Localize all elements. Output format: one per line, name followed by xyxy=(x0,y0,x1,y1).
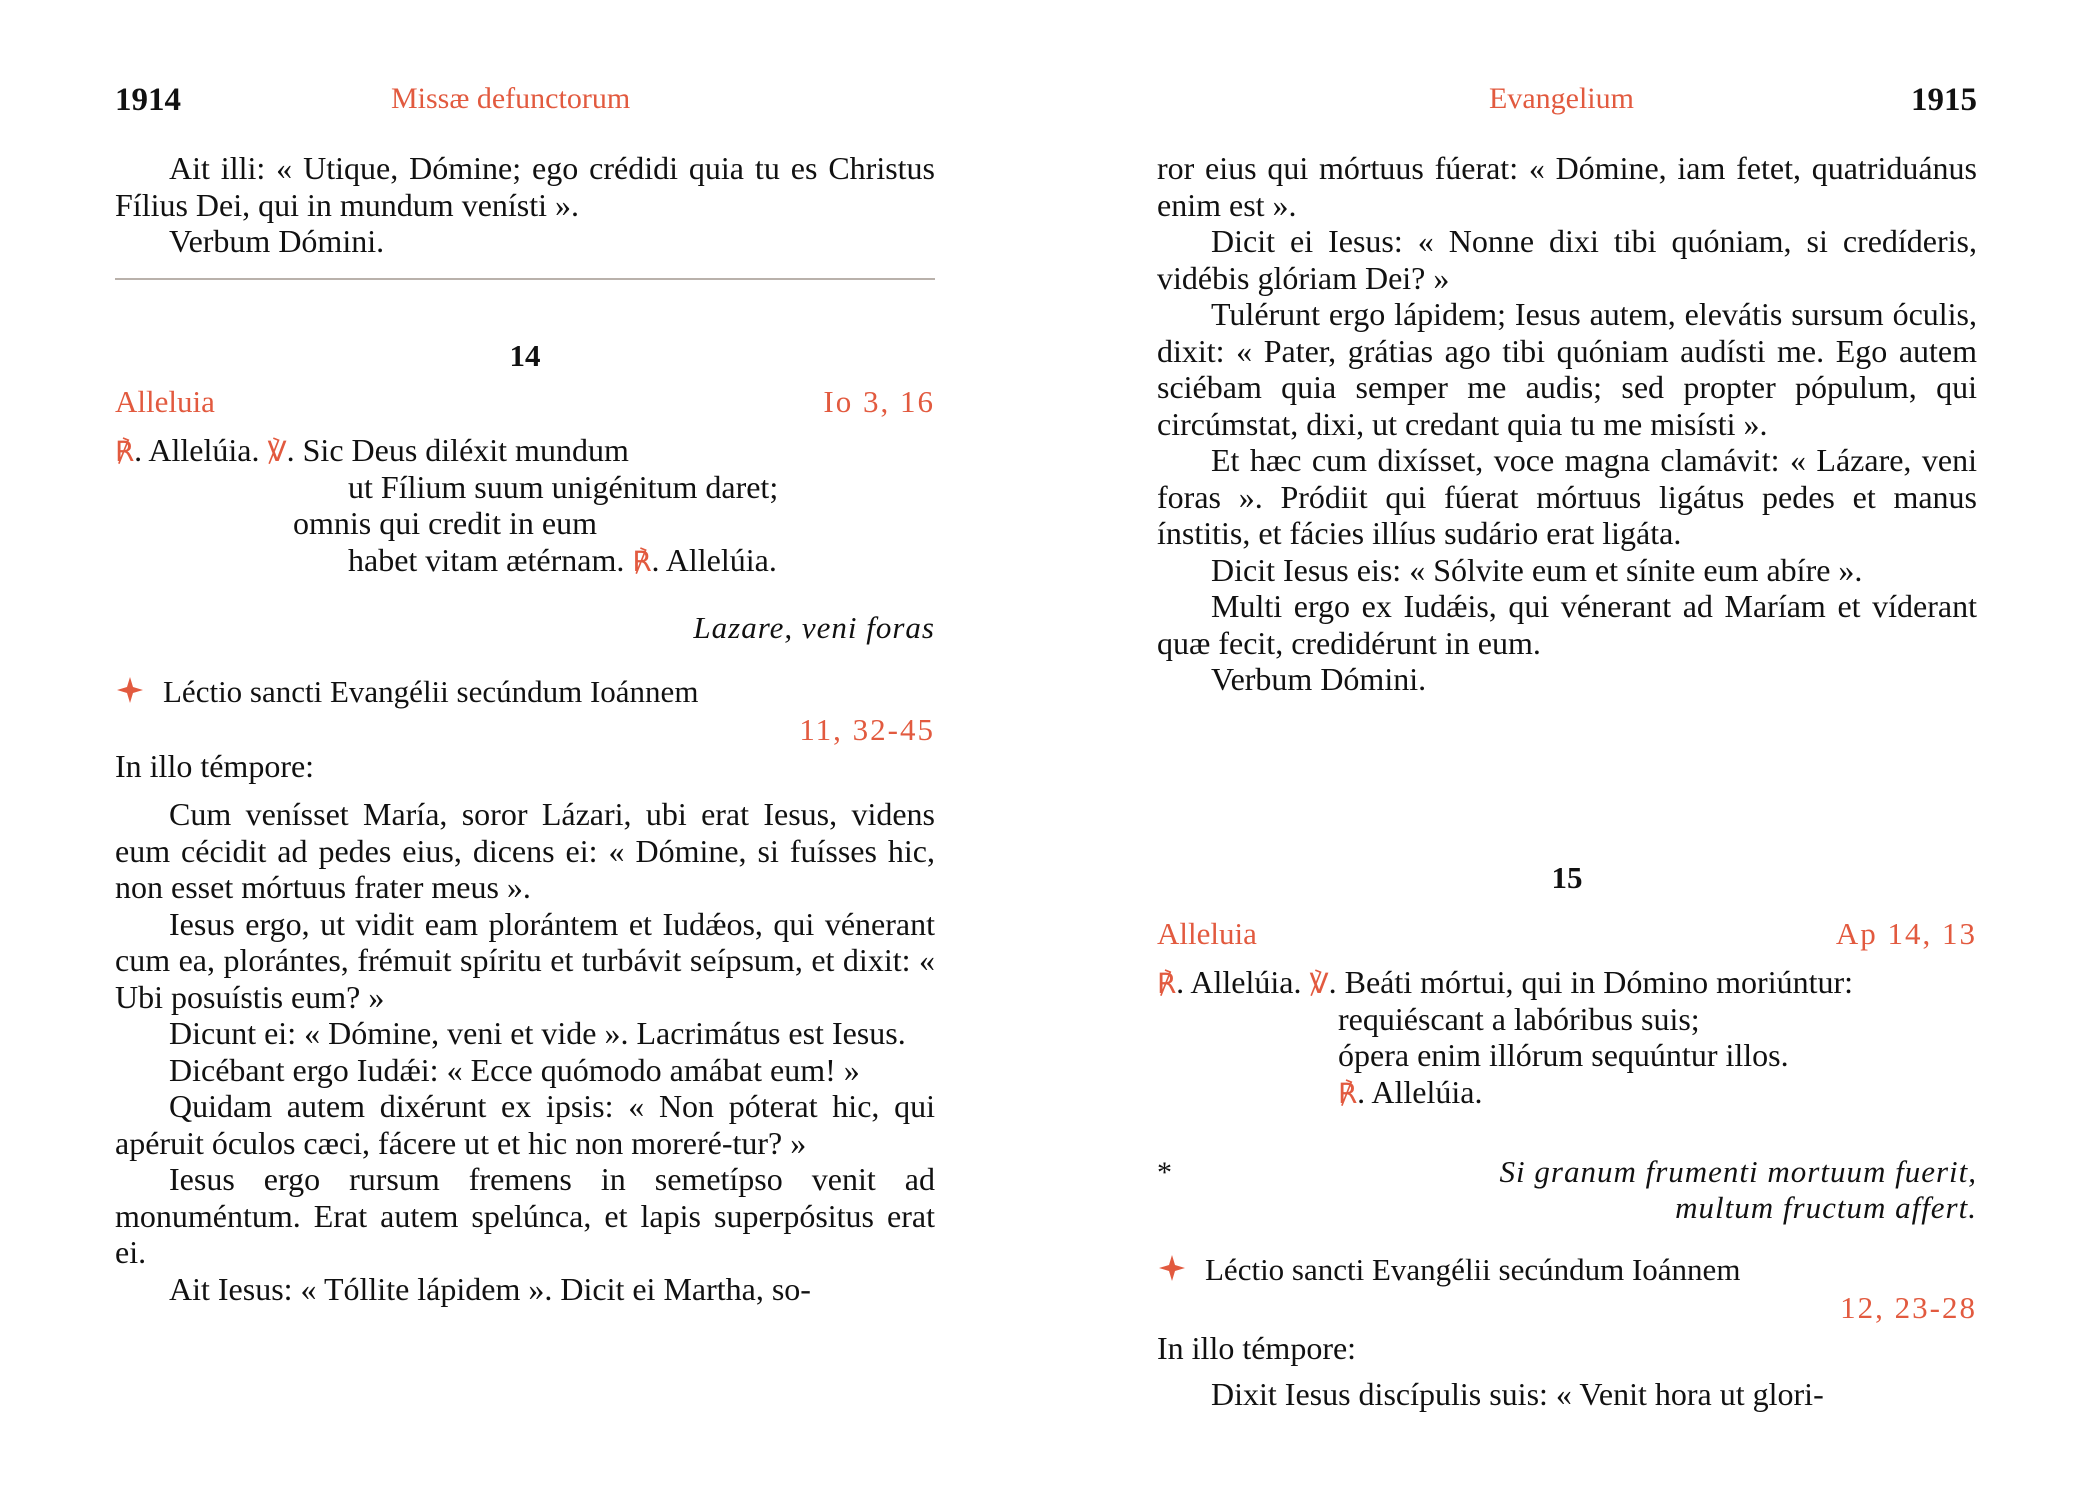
reading-theme: Lazare, veni foras xyxy=(693,610,935,645)
verse-response: . Allelúia. xyxy=(134,432,260,468)
verse-line: . Beáti mórtui, qui in Dómino moriúntur: xyxy=(1328,964,1854,1000)
verse-line: ut Fílium suum unigénitum daret; xyxy=(348,468,779,505)
verse-response: . Allelúia. xyxy=(1357,1073,1483,1110)
left-page xyxy=(115,0,935,1500)
paragraph: Tulérunt ergo lápidem; Iesus autem, elevátis sursum óculis, dixit: « Pater, grátias ago tibi quóniam audísti me. Ego autem sciébam quia semper me audis; sed propter pópulum, qui circúmstat, dixi, ut credant quia tu me misísti ». xyxy=(1157,296,1977,442)
versicle-symbol: ℣ xyxy=(1309,969,1329,1000)
carryover-text xyxy=(115,150,935,260)
alleluia-label: Alleluia xyxy=(1157,916,1257,951)
paragraph: Iesus ergo rursum fremens in semetípso venit ad monuméntum. Erat autem spelúnca, et lapis superpósitus erat ei. xyxy=(115,1161,935,1270)
versicle-symbol: ℣ xyxy=(267,437,287,468)
paragraph: ror eius qui mórtuus fúerat: « Dómine, iam fetet, quatriduánus enim est ». xyxy=(1157,150,1977,223)
alleluia-heading xyxy=(1157,916,1977,956)
incipit: In illo témpore: xyxy=(1157,1330,1357,1366)
scripture-reference: Io 3, 16 xyxy=(823,384,935,419)
running-title: Evangelium xyxy=(1489,82,1634,115)
scripture-reference: 11, 32-45 xyxy=(799,712,935,747)
verse-response: . Allelúia. xyxy=(1176,964,1302,1000)
paragraph: Dicit Iesus eis: « Sólvite eum et sínite eum abíre ». xyxy=(1211,551,1863,588)
page-number: 1914 xyxy=(115,82,181,118)
right-page xyxy=(1157,0,1977,1500)
verse-line: omnis qui credit in eum xyxy=(293,505,597,541)
responsory-symbol: ℟ xyxy=(115,437,135,468)
alleluia-verse xyxy=(115,432,935,582)
incipit: In illo témpore: xyxy=(115,748,315,784)
scripture-reference: 12, 23-28 xyxy=(1840,1290,1977,1325)
gospel-text xyxy=(115,796,935,1307)
paragraph: Dicébant ergo Iudǽi: « Ecce quómodo amábat eum! » xyxy=(169,1051,860,1088)
paragraph: Dixit Iesus discípulis suis: « Venit hora ut glori- xyxy=(1211,1376,1824,1412)
running-head-left xyxy=(115,82,935,122)
alleluia-label: Alleluia xyxy=(115,384,215,419)
lectio-text: Léctio sancti Evangélii secúndum Ioánnem xyxy=(163,674,699,709)
asterisk-mark: * xyxy=(1157,1156,1172,1189)
paragraph: Ait Iesus: « Tóllite lápidem ». Dicit ei Martha, so- xyxy=(169,1270,811,1307)
maltese-cross-icon xyxy=(1157,1253,1187,1283)
gospel-continuation xyxy=(1157,150,1977,698)
verse-response: . Allelúia. xyxy=(651,541,777,578)
lectio-title xyxy=(1157,1252,1740,1288)
reading-theme-line: Si granum frumenti mortuum fuerit, xyxy=(1499,1154,1977,1189)
paragraph: Quidam autem dixérunt ex ipsis: « Non póterat hic, qui apéruit óculos cæci, fácere ut et hic non moreré-tur? » xyxy=(115,1088,935,1161)
paragraph: Multi ergo ex Iudǽis, qui vénerant ad Maríam et víderant quæ fecit, credidérunt in eum. xyxy=(1157,588,1977,661)
page-number: 1915 xyxy=(1911,82,1977,118)
paragraph: Verbum Dómini. xyxy=(1211,661,1427,697)
verse-line: ópera enim illórum sequúntur illos. xyxy=(1338,1037,1789,1073)
paragraph: Et hæc cum dixísset, voce magna clamávit: « Lázare, veni foras ». Pródiit qui fúerat mórtuus ligátus pedes et manus ínstitis, et fácies illíus sudário erat ligáta. xyxy=(1157,442,1977,551)
section-divider xyxy=(115,278,935,280)
alleluia-verse xyxy=(1157,964,1977,1114)
lectio-text: Léctio sancti Evangélii secúndum Ioánnem xyxy=(1205,1252,1741,1287)
paragraph: Iesus ergo, ut vidit eam plorántem et Iudǽos, qui vénerant cum ea, plorántes, frémuit spíritu et turbávit seípsum, et dixit: « Ubi posuístis eum? » xyxy=(115,905,935,1015)
paragraph: Dicunt ei: « Dómine, veni et vide ». Lacrimátus est Iesus. xyxy=(169,1015,906,1051)
section-number: 15 xyxy=(1551,860,1583,895)
paragraph: Dicit ei Iesus: « Nonne dixi tibi quóniam, si credíderis, vidébis glóriam Dei? » xyxy=(1157,223,1977,296)
verse-line: . Sic Deus diléxit mundum xyxy=(286,432,629,468)
running-title: Missæ defunctorum xyxy=(391,82,631,115)
lectio-title xyxy=(115,674,698,710)
paragraph: Ait illi: « Utique, Dómine; ego crédidi quia tu es Christus Fílius Dei, qui in mundum venísti ». xyxy=(115,150,935,223)
scripture-reference: Ap 14, 13 xyxy=(1835,916,1977,951)
verse-line: requiéscant a labóribus suis; xyxy=(1338,1000,1700,1037)
section-number: 14 xyxy=(509,338,541,373)
gospel-text xyxy=(1157,1376,1977,1413)
responsory-symbol: ℟ xyxy=(632,546,652,578)
alleluia-heading xyxy=(115,384,935,424)
maltese-cross-icon xyxy=(115,675,145,705)
paragraph: Cum venísset María, soror Lázari, ubi erat Iesus, videns eum cécidit ad pedes eius, dicens ei: « Dómine, si fuísses hic, non esset mórtuus frater meus ». xyxy=(115,796,935,905)
running-head-right xyxy=(1157,82,1977,122)
paragraph: Verbum Dómini. xyxy=(169,223,385,259)
reading-theme-line: multum fructum affert. xyxy=(1675,1190,1977,1225)
responsory-symbol: ℟ xyxy=(1157,969,1177,1000)
responsory-symbol: ℟ xyxy=(1338,1078,1358,1110)
verse-line: habet vitam ætérnam. xyxy=(348,541,625,578)
